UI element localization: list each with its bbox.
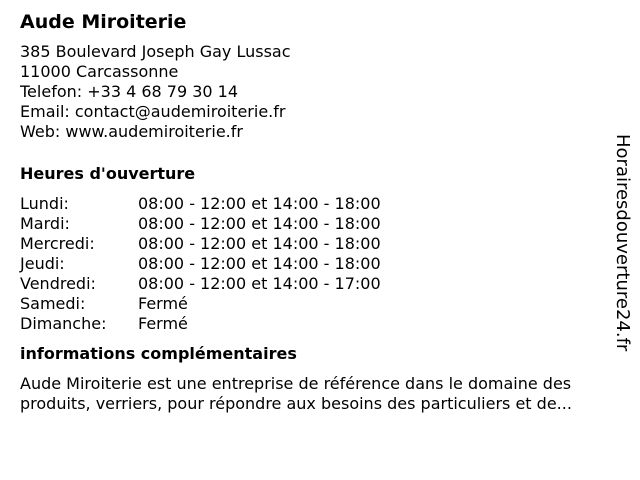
address-line-2: 11000 Carcassonne <box>20 62 179 81</box>
business-card <box>20 10 620 414</box>
day-label: Vendredi: <box>20 274 96 293</box>
hours-row-monday <box>20 194 620 214</box>
time-value: Fermé <box>138 314 188 333</box>
time-value: 08:00 - 12:00 et 14:00 - 18:00 <box>138 254 381 273</box>
email-line: Email: contact@audemiroiterie.fr <box>20 102 286 121</box>
time-value: Fermé <box>138 294 188 313</box>
hours-row-friday <box>20 274 620 294</box>
address-line-1: 385 Boulevard Joseph Gay Lussac <box>20 42 291 61</box>
day-label: Lundi: <box>20 194 69 213</box>
hours-row-thursday <box>20 254 620 274</box>
day-label: Mercredi: <box>20 234 95 253</box>
hours-row-tuesday <box>20 214 620 234</box>
time-value: 08:00 - 12:00 et 14:00 - 18:00 <box>138 234 381 253</box>
hours-row-sunday <box>20 314 620 334</box>
hours-title: Heures d'ouverture <box>20 164 196 183</box>
day-label: Samedi: <box>20 294 86 313</box>
time-value: 08:00 - 12:00 et 14:00 - 17:00 <box>138 274 381 293</box>
time-value: 08:00 - 12:00 et 14:00 - 18:00 <box>138 214 381 233</box>
time-value: 08:00 - 12:00 et 14:00 - 18:00 <box>138 194 381 213</box>
business-name: Aude Miroiterie <box>20 11 187 33</box>
phone-line: Telefon: +33 4 68 79 30 14 <box>20 82 239 101</box>
hours-row-wednesday <box>20 234 620 254</box>
hours-table <box>20 194 620 334</box>
day-label: Jeudi: <box>20 254 65 273</box>
day-label: Mardi: <box>20 214 70 233</box>
day-label: Dimanche: <box>20 314 107 333</box>
hours-row-saturday <box>20 294 620 314</box>
side-logo-text: Horairesdouverture24.fr <box>612 134 633 352</box>
web-line: Web: www.audemiroiterie.fr <box>20 122 243 141</box>
business-description: Aude Miroiterie est une entreprise de référence dans le domaine des produits, verriers, pour répondre aux besoins des particuliers et de... <box>20 374 572 413</box>
info-title: informations complémentaires <box>20 344 297 363</box>
